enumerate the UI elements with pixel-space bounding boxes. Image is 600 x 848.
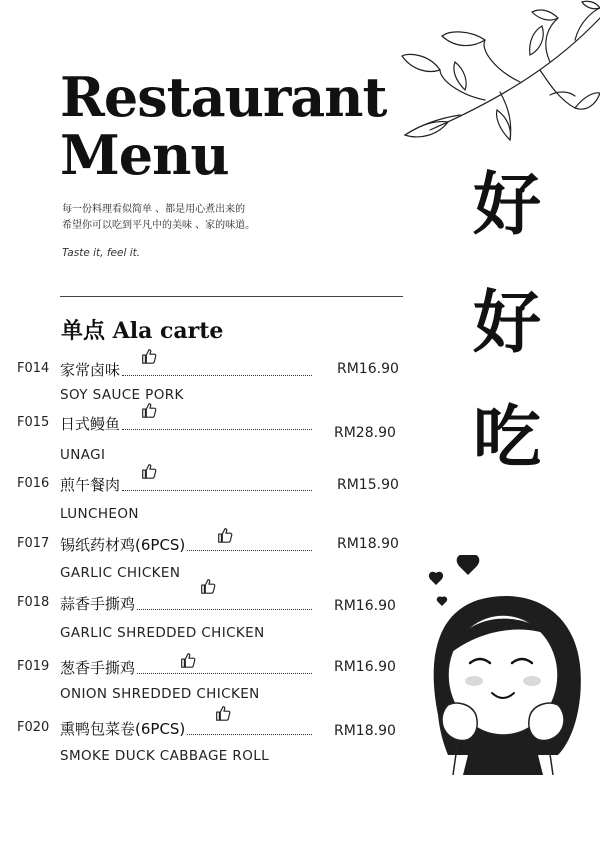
- item-name-row: [60, 718, 312, 739]
- thumbs-up-icon: [216, 526, 234, 544]
- item-price: RM16.90: [334, 659, 396, 675]
- item-name-cn: 煎午餐肉: [60, 476, 121, 494]
- intro-line-2: 希望你可以吃到平凡中的美味 、家的味道。: [62, 220, 256, 231]
- leader-dots: [137, 608, 312, 610]
- item-code: F020: [17, 720, 50, 735]
- thumbs-up-icon: [199, 577, 217, 595]
- item-name-row: [60, 413, 312, 434]
- item-name-cn: 家常卤味: [60, 361, 121, 379]
- item-name-cn: 葱香手撕鸡: [60, 659, 136, 677]
- thumbs-up-icon: [140, 462, 158, 480]
- thumbs-up-icon: [214, 704, 232, 722]
- item-name-cn: 日式鳗鱼: [60, 415, 121, 433]
- item-code: F014: [17, 361, 50, 376]
- item-code: F017: [17, 536, 50, 551]
- item-price: RM18.90: [337, 536, 399, 552]
- leader-dots: [122, 374, 312, 376]
- thumbs-up-icon: [140, 347, 158, 365]
- item-name-en: LUNCHEON: [60, 506, 139, 522]
- item-name-en: UNAGI: [60, 447, 106, 463]
- tagline: Taste it, feel it.: [62, 247, 141, 259]
- intro-line-1: 每一份料理看似简单 、都是用心煮出来的: [62, 204, 246, 215]
- item-price: RM16.90: [334, 598, 396, 614]
- menu-item: [0, 595, 410, 655]
- item-name-en: ONION SHREDDED CHICKEN: [60, 686, 260, 702]
- side-text-char: 好: [472, 284, 541, 363]
- smiling-girl-illustration: [408, 555, 593, 775]
- side-text-char: 吃: [472, 399, 541, 478]
- intro-text: [62, 202, 362, 234]
- item-name-row: [60, 474, 312, 495]
- leader-dots: [187, 733, 312, 735]
- leader-dots: [122, 428, 312, 430]
- side-text-char: 好: [472, 166, 541, 245]
- item-name-en: SMOKE DUCK CABBAGE ROLL: [60, 748, 270, 764]
- item-name-cn: 锡纸药材鸡(6PCS): [60, 536, 186, 554]
- menu-item: [0, 361, 410, 421]
- item-code: F015: [17, 415, 50, 430]
- item-code: F018: [17, 595, 50, 610]
- item-price: RM28.90: [334, 425, 396, 441]
- item-name-row: [60, 534, 312, 555]
- item-name-cn: 蒜香手撕鸡: [60, 595, 136, 613]
- item-price: RM15.90: [337, 477, 399, 493]
- leader-dots: [137, 672, 312, 674]
- item-name-en: SOY SAUCE PORK: [60, 387, 184, 403]
- menu-item: [0, 415, 410, 475]
- item-name-en: GARLIC CHICKEN: [60, 565, 181, 581]
- section-title: 单点 Ala carte: [61, 318, 224, 344]
- divider: [60, 296, 403, 297]
- title-line-1: Restaurant: [60, 65, 387, 129]
- item-name-row: [60, 593, 312, 614]
- menu-item: [0, 659, 410, 719]
- menu-item: [0, 476, 410, 536]
- item-code: F019: [17, 659, 50, 674]
- item-name-cn: 熏鸭包菜卷(6PCS): [60, 720, 186, 738]
- thumbs-up-icon: [140, 401, 158, 419]
- thumbs-up-icon: [179, 651, 197, 669]
- item-name-en: GARLIC SHREDDED CHICKEN: [60, 625, 265, 641]
- page-title: [60, 65, 387, 187]
- item-code: F016: [17, 476, 50, 491]
- item-name-row: [60, 359, 312, 380]
- leader-dots: [187, 549, 312, 551]
- title-line-2: Menu: [60, 123, 229, 187]
- menu-item: [0, 720, 410, 780]
- leader-dots: [122, 489, 312, 491]
- item-price: RM16.90: [337, 361, 399, 377]
- leaf-branch-illustration: [400, 0, 600, 160]
- item-price: RM18.90: [334, 723, 396, 739]
